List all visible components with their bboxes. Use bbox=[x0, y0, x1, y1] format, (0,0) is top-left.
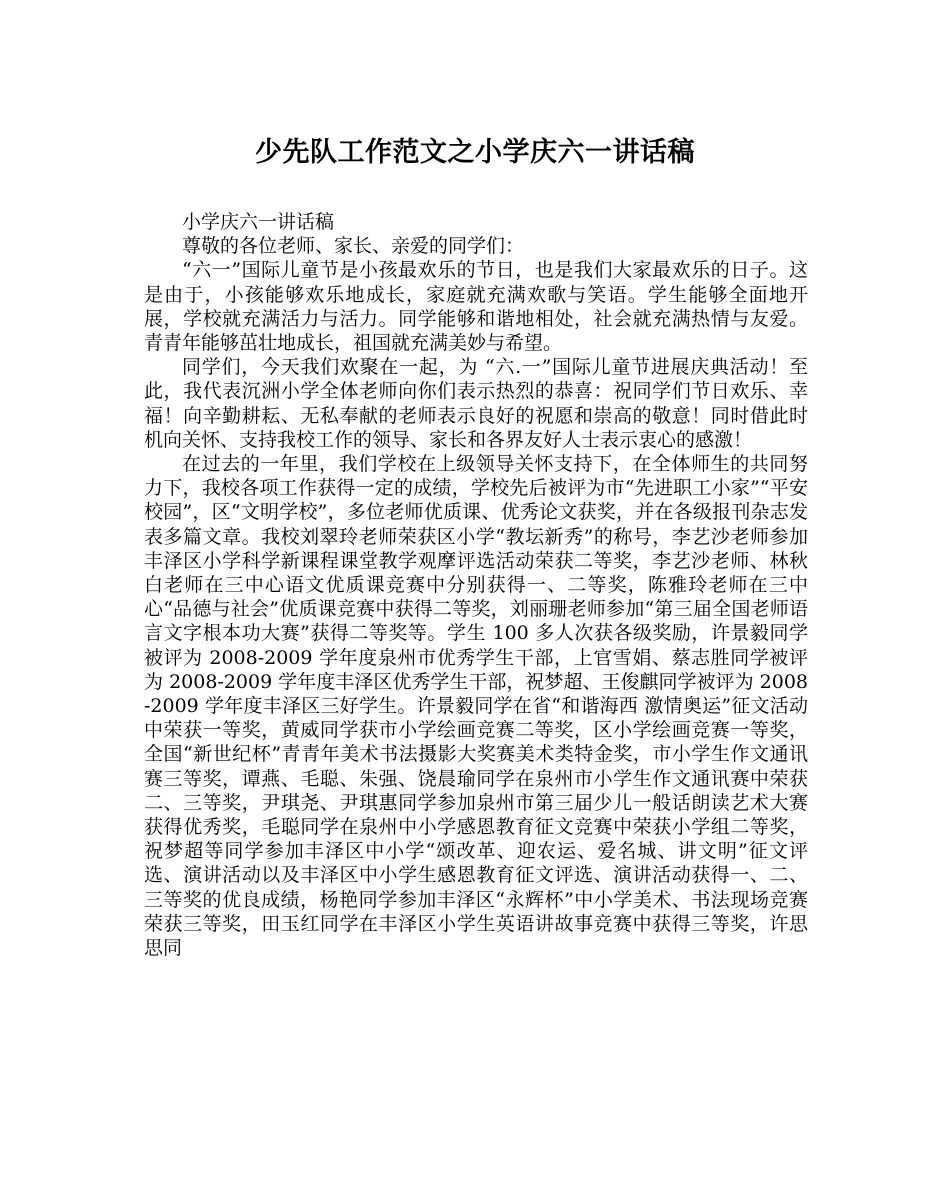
paragraph-achievements: 在过去的一年里，我们学校在上级领导关怀支持下，在全体师生的共同努力下，我校各项工作获得一定的成绩，学校先后被评为市“先进职工小家”“平安校园”，区“文明学校”，多位老师优质课、优秀论文获奖，并在各级报刊杂志发表多篇文章。我校刘翠玲老师荣获区小学“教坛新秀”的称号，李艺沙老师参加丰泽区小学科学新课程课堂教学观摩评选活动荣获二等奖，李艺沙老师、林秋白老师在三中心语文优质课竞赛中分别获得一、二等奖，陈雅玲老师在三中心“品德与社会”优质课竞赛中获得二等奖，刘丽珊老师参加“第三届全国老师语言文字根本功大赛”获得二等奖等。学生 100 多人次获各级奖励，许景毅同学被评为 2008-2009 学年度泉州市优秀学生干部，上官雪娟、蔡志胜同学被评为 2008-2009 学年度丰泽区优秀学生干部，祝梦超、王俊麒同学被评为 2008-2009 学年度丰泽区三好学生。许景毅同学在省“和谐海西 激情奥运”征文活动中荣获一等奖，黄威同学获市小学绘画竞赛二等奖，区小学绘画竞赛一等奖，全国“新世纪杯”青青年美术书法摄影大奖赛美术类特金奖，市小学生作文通讯赛三等奖，谭燕、毛聪、朱强、饶晨瑜同学在泉州市小学生作文通讯赛中荣获二、三等奖，尹琪尧、尹琪惠同学参加泉州市第三届少儿一般话朗读艺术大赛获得优秀奖，毛聪同学在泉州中小学感恩教育征文竞赛中荣获小学组二等奖，祝梦超等同学参加丰泽区中小学“颂改革、迎农运、爱名城、讲文明”征文评选、演讲活动以及丰泽区中小学生感恩教育征文评选、演讲活动获得一、二、三等奖的优良成绩，杨艳同学参加丰泽区“永辉杯”中小学美术、书法现场竞赛荣获三等奖，田玉红同学在丰泽区小学生英语讲故事竞赛中获得三等奖，许思思同 bbox=[144, 453, 808, 960]
document-title: 少先队工作范文之小学庆六一讲话稿 bbox=[255, 137, 695, 168]
document-body bbox=[144, 210, 808, 960]
paragraph-intro: “六一”国际儿童节是小孩最欢乐的节日，也是我们大家最欢乐的日子。这是由于，小孩能够欢乐地成长，家庭就充满欢歌与笑语。学生能够全面地开展，学校就充满活力与活力。同学能够和谐地相处，社会就充满热情与友爱。青青年能够茁壮地成长，祖国就充满美妙与希望。 bbox=[144, 259, 808, 355]
paragraph-greeting: 同学们，今天我们欢聚在一起，为 “六.一”国际儿童节进展庆典活动！至此，我代表沉洲小学全体老师向你们表示热烈的恭喜：祝同学们节日欢乐、幸福！向辛勤耕耘、无私奉献的老师表示良好的祝愿和崇高的敬意！同时借此时机向关怀、支持我校工作的领导、家长和各界友好人士表示衷心的感激！ bbox=[144, 356, 808, 451]
salutation: 尊敬的各位老师、家长、亲爱的同学们： bbox=[182, 235, 525, 258]
speech-heading: 小学庆六一讲话稿 bbox=[182, 211, 335, 233]
